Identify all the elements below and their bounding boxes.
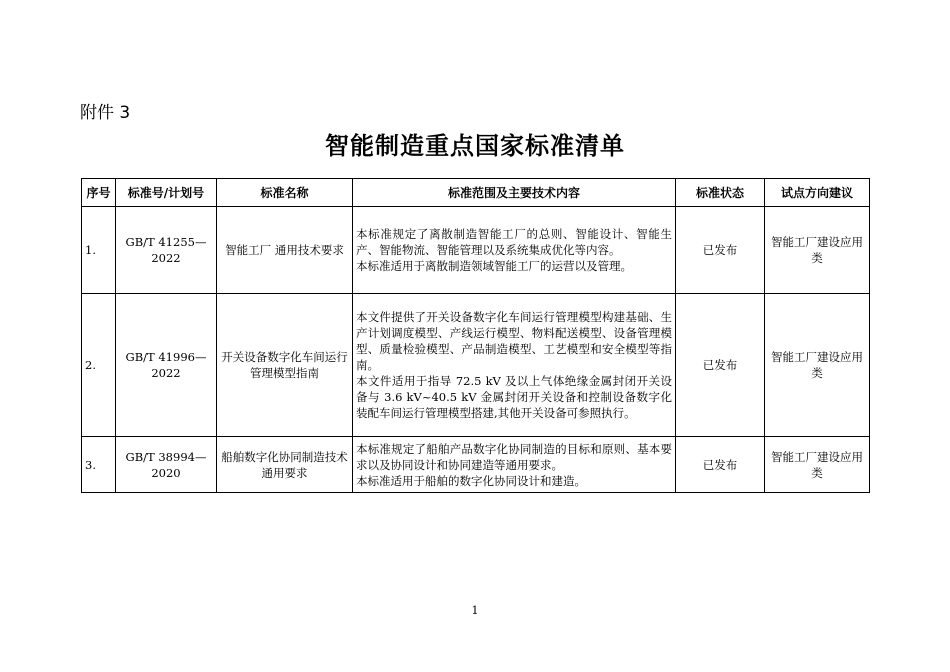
row-suggestion: 智能工厂建设应用类: [765, 294, 870, 437]
row-scope-paragraph: 本标准规定了离散制造智能工厂的总则、智能设计、智能生产、智能物流、智能管理以及系统集成优化等内容。: [356, 227, 672, 257]
header-code: 标准号/计划号: [116, 179, 217, 207]
row-name: 智能工厂 通用技术要求: [217, 207, 353, 294]
row-scope: [353, 207, 676, 294]
row-suggestion: 智能工厂建设应用类: [765, 207, 870, 294]
row-seq: 1.: [82, 207, 116, 294]
row-suggestion: 智能工厂建设应用类: [765, 437, 870, 493]
row-code-line1: GB/T 41255—: [125, 235, 207, 249]
row-code: [116, 437, 217, 493]
row-scope-paragraph: 本标准适用于离散制造领域智能工厂的运营以及管理。: [356, 259, 632, 273]
row-scope-paragraph: 本文件提供了开关设备数字化车间运行管理模型构建基础、生产计划调度模型、产线运行模型、物料配送模型、设备管理模型、质量检验模型、产品制造模型、工艺模型和安全模型等指南。: [356, 310, 672, 372]
row-status: 已发布: [676, 294, 765, 437]
row-scope-paragraph: 本标准规定了船舶产品数字化协同制造的目标和原则、基本要求以及协同设计和协同建造等通用要求。: [356, 441, 672, 472]
row-code-line2: 2020: [151, 465, 181, 480]
row-scope-paragraph: 本文件适用于指导 72.5 kV 及以上气体绝缘金属封闭开关设备与 3.6 kV~40.5 kV 金属封闭开关设备和控制设备数字化装配车间运行管理模型搭建,其他开关设备可参照执行。: [356, 374, 672, 420]
row-status: 已发布: [676, 437, 765, 493]
header-status: 标准状态: [676, 179, 765, 207]
row-code-line1: GB/T 41996—: [125, 350, 207, 364]
table-row: [82, 437, 870, 493]
header-name: 标准名称: [217, 179, 353, 207]
row-seq: 3.: [82, 437, 116, 493]
row-status: 已发布: [676, 207, 765, 294]
row-name: 船舶数字化协同制造技术通用要求: [217, 437, 353, 493]
table-row: [82, 294, 870, 437]
standards-table: [81, 178, 870, 493]
attachment-label: 附件 3: [80, 103, 131, 123]
row-code: [116, 207, 217, 294]
document-title: 智能制造重点国家标准清单: [325, 131, 625, 160]
row-code-line1: GB/T 38994—: [125, 449, 207, 464]
header-seq: 序号: [82, 179, 116, 207]
header-suggestion: 试点方向建议: [765, 179, 870, 207]
table-header-row: [82, 179, 870, 207]
page-number: 1: [471, 604, 479, 617]
table-row: [82, 207, 870, 294]
row-seq: 2.: [82, 294, 116, 437]
row-scope: [353, 294, 676, 437]
row-code-line2: 2022: [151, 251, 181, 265]
row-scope: [353, 437, 676, 493]
row-code: [116, 294, 217, 437]
row-code-line2: 2022: [151, 366, 181, 380]
row-name: 开关设备数字化车间运行管理模型指南: [217, 294, 353, 437]
header-scope: 标准范围及主要技术内容: [353, 179, 676, 207]
row-scope-paragraph: 本标准适用于船舶的数字化协同设计和建造。: [356, 473, 586, 488]
